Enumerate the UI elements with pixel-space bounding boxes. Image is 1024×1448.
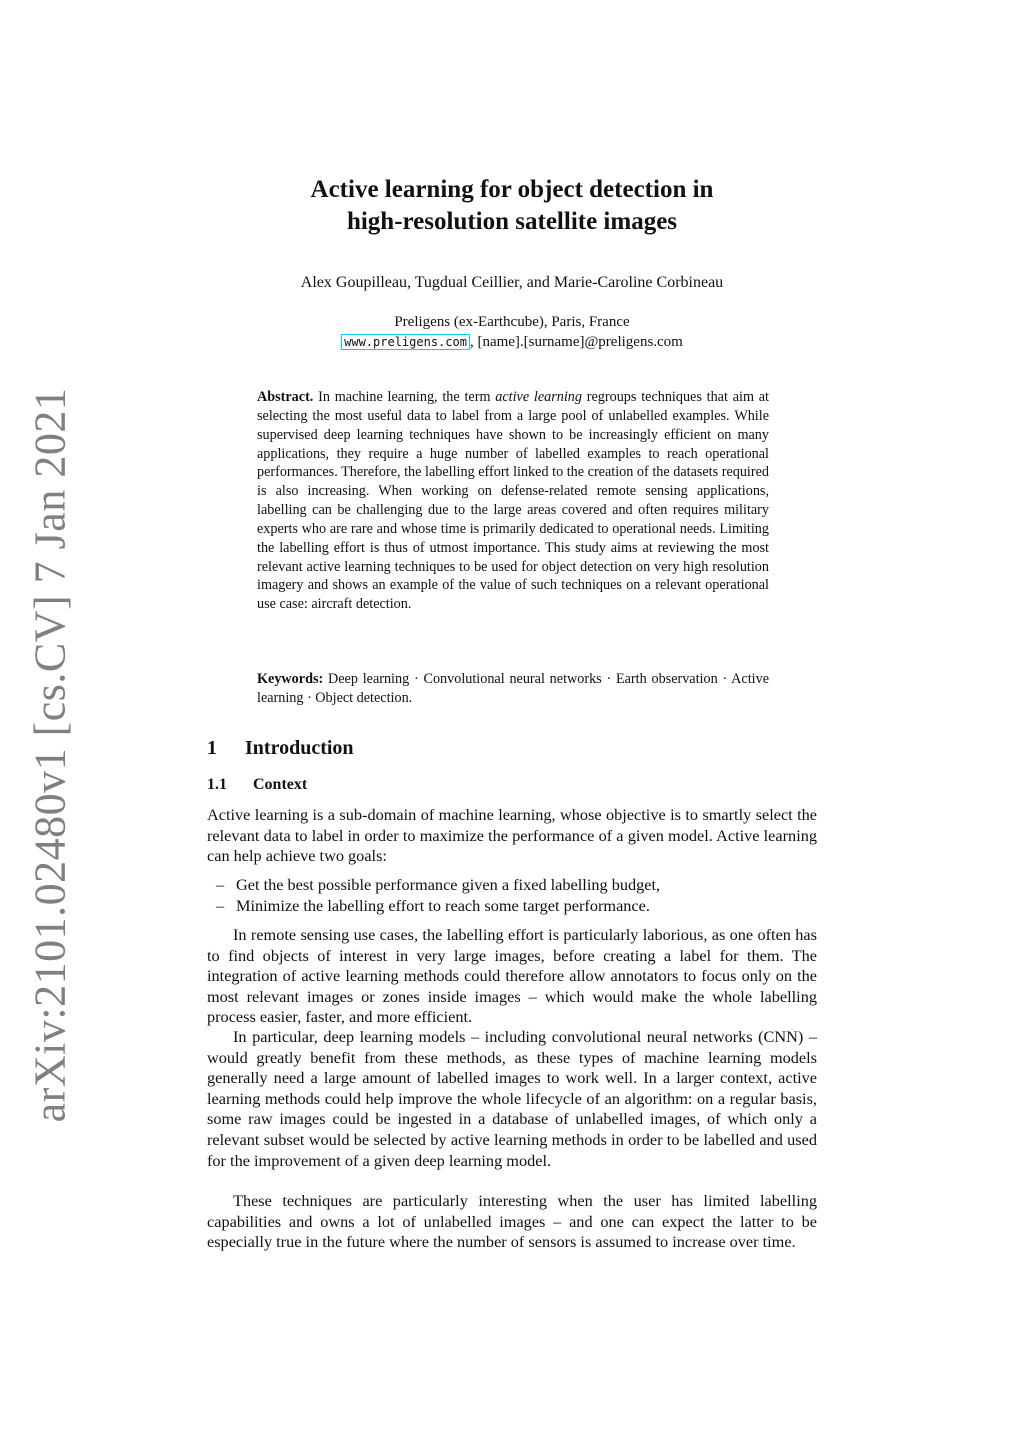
abstract-text-after: regroups techniques that aim at selecting the most useful data to label from a large pool of unlabelled examples. While supervised deep learning techniques have shown to be increasingly efficient on many applications, they require a huge number of labelled examples to reach operational performances. Therefore, the labelling effort linked to the creation of the datasets required is also increasing. When working on defense-related remote sensing applications, labelling can be challenging due to the large areas covered and often requires military experts who are rare and whose time is primarily dedicated to operational needs. Limiting the labelling effort is thus of utmost importance. This study aims at reviewing the most relevant active learning techniques to be used for object detection on very high resolution imagery and shows an example of the value of such techniques on a relevant operational use case: aircraft detection. bbox=[257, 389, 769, 613]
abstract-label: Abstract. bbox=[257, 389, 314, 405]
section-title: Introduction bbox=[245, 737, 354, 759]
subsection-number: 1.1 bbox=[207, 776, 227, 793]
title-line-1: Active learning for object detection in bbox=[310, 176, 714, 203]
email-text: , [name].[surname]@preligens.com bbox=[469, 334, 683, 350]
abstract bbox=[257, 388, 769, 614]
list-item-text: Get the best possible performance given a fixed labelling budget, bbox=[236, 875, 661, 894]
section-number: 1 bbox=[207, 737, 217, 759]
paper-title bbox=[200, 174, 824, 238]
arxiv-id-text: arXiv:2101.02480v1 [cs.CV] 7 Jan 2021 bbox=[25, 387, 75, 1123]
paragraph-4: These techniques are particularly interesting when the user has limited labelling capabilities and owns a lot of unlabelled images – and one can expect the latter to be especially true in the future where the number of sensors is assumed to increase over time. bbox=[207, 1191, 817, 1252]
affiliation-contact bbox=[200, 332, 824, 352]
affiliation-org: Preligens (ex-Earthcube), Paris, France bbox=[394, 314, 630, 330]
section-heading bbox=[207, 737, 354, 760]
abstract-emphasis: active learning bbox=[495, 389, 582, 405]
affiliation bbox=[200, 312, 824, 352]
keywords bbox=[257, 670, 769, 708]
authors: Alex Goupilleau, Tugdual Ceillier, and Marie-Caroline Corbineau bbox=[300, 274, 724, 291]
list-item-text: Minimize the labelling effort to reach some target performance. bbox=[236, 895, 650, 915]
paragraph-3: In particular, deep learning models – including convolutional neural networks (CNN) – would greatly benefit from these methods, as these types of machine learning models generally need a large amount of labelled images to work well. In a larger context, active learning methods could help improve the whole lifecycle of an algorithm: on a regular basis, some raw images could be ingested in a database of unlabelled images, of which only a relevant subset would be selected by active learning methods in order to be labelled and used for the improvement of a given deep learning model. bbox=[207, 1027, 817, 1170]
keywords-text: Deep learning · Convolutional neural networks · Earth observation · Active learning · Object detection. bbox=[257, 671, 769, 706]
paragraph-1: Active learning is a sub-domain of machine learning, whose objective is to smartly select the relevant data to label in order to maximize the performance of a given model. Active learning can help achieve two goals: bbox=[207, 805, 817, 866]
list-item bbox=[216, 875, 816, 896]
abstract-text-before: In machine learning, the term bbox=[313, 389, 496, 405]
website-link[interactable]: www.preligens.com bbox=[341, 334, 470, 350]
paragraph-2: In remote sensing use cases, the labelling effort is particularly laborious, as one often has to find objects of interest in very large images, before creating a label for them. The integration of active learning methods could therefore allow annotators to focus only on the most relevant images or zones inside images – which would make the whole labelling process easier, faster, and more efficient. bbox=[207, 925, 817, 1027]
keywords-label: Keywords: bbox=[257, 671, 324, 687]
bullet-dash: – bbox=[216, 895, 225, 915]
list-item bbox=[216, 896, 816, 917]
title-line-2: high-resolution satellite images bbox=[346, 208, 678, 235]
subsection-title: Context bbox=[253, 776, 308, 793]
subsection-heading bbox=[207, 776, 307, 794]
goals-list bbox=[216, 875, 816, 916]
bullet-dash: – bbox=[216, 875, 225, 894]
